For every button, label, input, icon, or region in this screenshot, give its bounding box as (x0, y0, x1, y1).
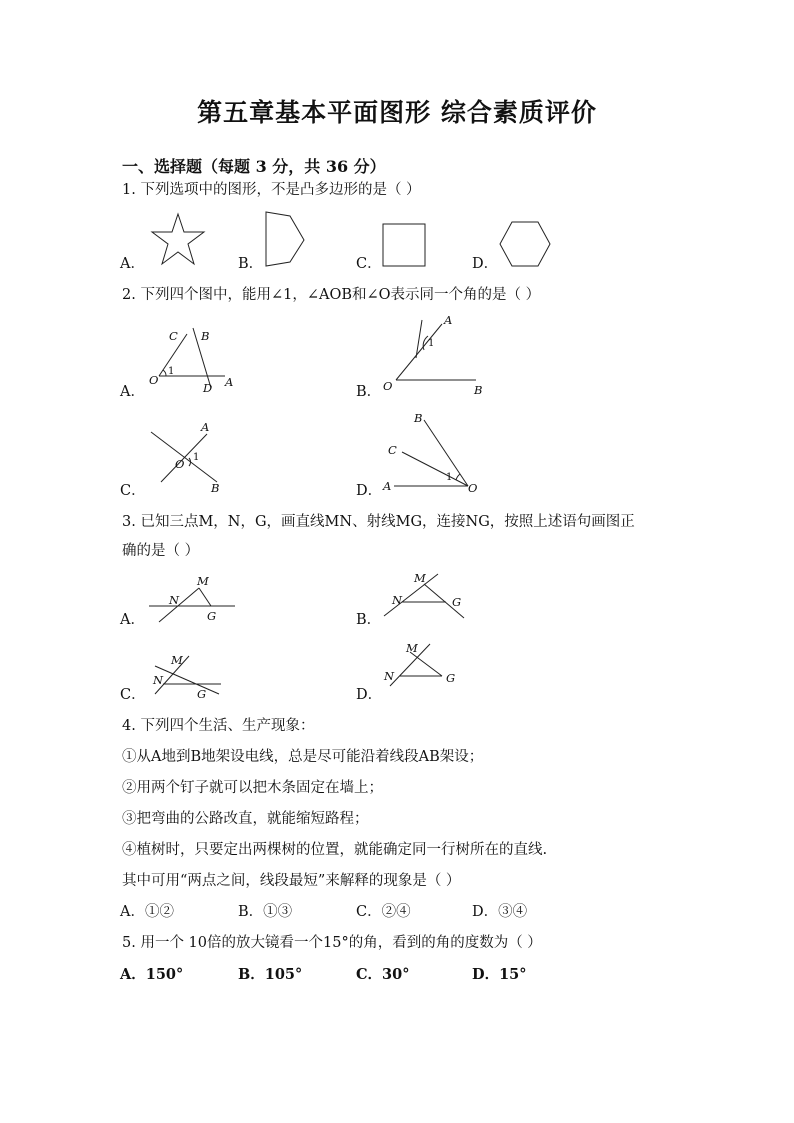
q3-option-a-label: A． (120, 612, 145, 628)
q2-figure-a (145, 324, 245, 396)
svg-text:A: A (201, 420, 210, 434)
section-heading: 一、选择题（每题 3 分，共 36 分） (122, 157, 386, 176)
q2-figure-c (145, 418, 235, 496)
q1-option-c-label: C． (356, 256, 382, 272)
q1-option-b-label: B． (238, 256, 264, 272)
q3-figure-d (380, 636, 470, 692)
question-3-stem-line-1: 3. 已知三点M，N，G，画直线MN、射线MG，连接NG，按照上述语句画图正 (122, 514, 635, 530)
q4-option-c: C．②④ (356, 904, 411, 920)
svg-text:N: N (169, 593, 180, 607)
q4-option-d: D．③④ (472, 904, 528, 920)
svg-text:B: B (474, 383, 483, 397)
svg-text:M: M (406, 641, 418, 655)
q4-option-a: A．①② (120, 904, 174, 920)
svg-text:M: M (171, 653, 183, 667)
svg-text:N: N (392, 593, 403, 607)
svg-text:M: M (197, 574, 209, 588)
q3-option-d-label: D． (356, 687, 383, 703)
svg-text:A: A (444, 313, 453, 327)
question-2-stem: 2. 下列四个图中，能用∠1，∠AOB和∠O表示同一个角的是（ ） (122, 287, 541, 303)
q4-item-1: ①从A地到B地架设电线，总是尽可能沿着线段AB架设； (122, 749, 484, 765)
q5-option-d: D．15° (472, 966, 527, 983)
svg-text:A: A (225, 375, 234, 389)
q1-option-d-label: D． (472, 256, 499, 272)
question-4-stem: 4. 下列四个生活、生产现象： (122, 718, 315, 734)
q4-item-3: ③把弯曲的公路改直，就能缩短路程； (122, 811, 369, 827)
q2-option-c-label: C． (120, 483, 146, 499)
question-1-stem: 1. 下列选项中的图形，不是凸多边形的是（ ） (122, 182, 421, 198)
question-3-stem-line-2: 确的是（ ） (122, 543, 200, 559)
svg-text:1: 1 (428, 338, 435, 349)
svg-text:A: A (383, 479, 392, 493)
svg-text:O: O (383, 379, 393, 393)
q3-figure-c (145, 648, 230, 700)
pentagon-shape (262, 210, 310, 268)
q5-option-b: B．105° (238, 966, 303, 983)
q2-figure-d (380, 408, 490, 498)
svg-text:B: B (201, 329, 210, 343)
svg-text:1: 1 (168, 366, 175, 377)
q4-option-b: B．①③ (238, 904, 293, 920)
svg-text:G: G (446, 671, 456, 685)
q3-option-c-label: C． (120, 687, 146, 703)
svg-text:G: G (197, 687, 207, 701)
square-shape (380, 222, 428, 270)
svg-text:N: N (384, 669, 395, 683)
svg-text:D: D (203, 381, 213, 395)
q4-item-2: ②用两个钉子就可以把木条固定在墙上； (122, 780, 383, 796)
page-title: 第五章基本平面图形 综合素质评价 (197, 98, 597, 127)
svg-text:O: O (175, 457, 185, 471)
q3-option-b-label: B． (356, 612, 382, 628)
q3-figure-a (145, 572, 240, 624)
q2-option-a-label: A． (120, 384, 145, 400)
svg-text:M: M (414, 571, 426, 585)
q4-item-4: ④植树时，只要定出两棵树的位置，就能确定同一行树所在的直线. (122, 842, 548, 858)
q2-option-b-label: B． (356, 384, 382, 400)
q2-figure-b (380, 312, 490, 396)
svg-text:G: G (207, 609, 217, 623)
svg-text:1: 1 (193, 452, 200, 463)
svg-text:G: G (452, 595, 462, 609)
svg-text:O: O (149, 373, 159, 387)
svg-text:B: B (211, 481, 220, 495)
svg-text:C: C (169, 329, 178, 343)
svg-text:B: B (414, 411, 423, 425)
q5-option-a: A．150° (120, 966, 184, 983)
q3-figure-b (380, 568, 470, 624)
q1-option-a-label: A． (120, 256, 145, 272)
svg-text:C: C (388, 443, 397, 457)
q4-question: 其中可用“两点之间，线段最短”来解释的现象是（ ） (122, 873, 461, 889)
hexagon-shape (498, 220, 554, 270)
svg-text:N: N (153, 673, 164, 687)
svg-text:O: O (468, 481, 478, 495)
q5-option-c: C．30° (356, 966, 410, 983)
q2-option-d-label: D． (356, 483, 383, 499)
question-5-stem: 5. 用一个 10倍的放大镜看一个15°的角，看到的角的度数为（ ） (122, 935, 542, 951)
svg-text:1: 1 (446, 472, 453, 483)
star-shape (148, 212, 208, 268)
